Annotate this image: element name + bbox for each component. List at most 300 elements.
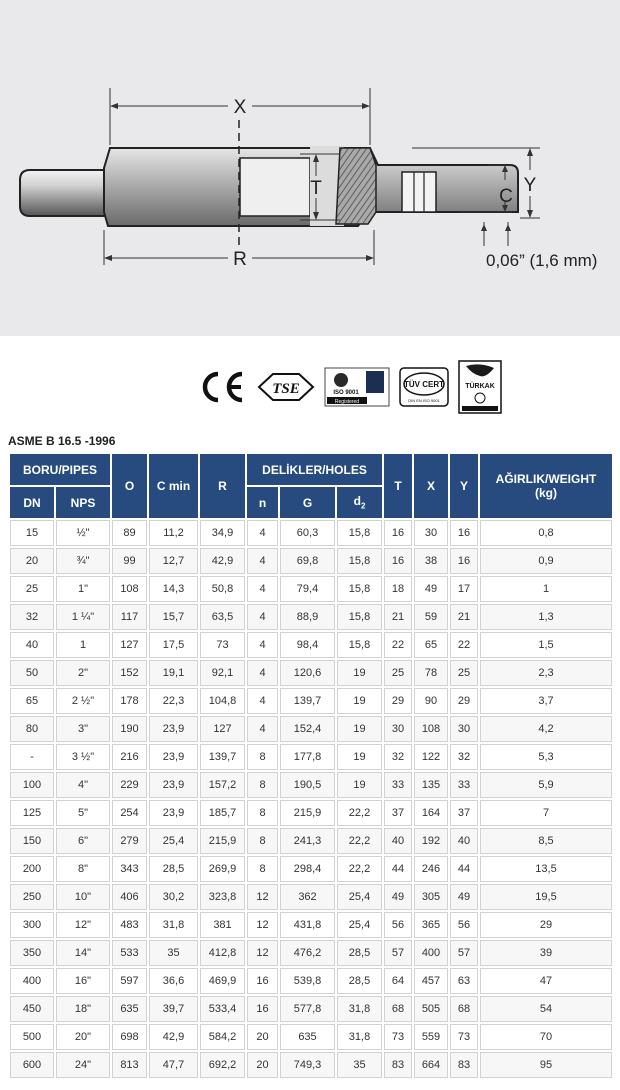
- cell-weight: 7: [480, 800, 612, 826]
- cell-dn: 150: [10, 828, 54, 854]
- cell-nps: 2": [56, 660, 110, 686]
- cell-r: 412,8: [200, 940, 245, 966]
- cell-d2: 19: [337, 772, 382, 798]
- cell-r: 269,9: [200, 856, 245, 882]
- label-y: Y: [523, 175, 537, 196]
- cell-d2: 22,2: [337, 856, 382, 882]
- cell-o: 343: [112, 856, 147, 882]
- cell-d2: 19: [337, 660, 382, 686]
- cell-x: 505: [414, 996, 448, 1022]
- cell-n: 4: [247, 576, 278, 602]
- cell-g: 88,9: [280, 604, 335, 630]
- header-r: R: [200, 454, 245, 518]
- cell-nps: 1 ¼": [56, 604, 110, 630]
- cell-dn: 80: [10, 716, 54, 742]
- cell-x: 108: [414, 716, 448, 742]
- cell-weight: 0,8: [480, 520, 612, 546]
- cell-nps: 8": [56, 856, 110, 882]
- cell-g: 476,2: [280, 940, 335, 966]
- cell-d2: 25,4: [337, 912, 382, 938]
- cell-n: 4: [247, 660, 278, 686]
- cell-dn: 350: [10, 940, 54, 966]
- cell-n: 8: [247, 856, 278, 882]
- cell-n: 20: [247, 1052, 278, 1078]
- tuv-logo: [399, 357, 449, 417]
- cell-weight: 47: [480, 968, 612, 994]
- cell-o: 406: [112, 884, 147, 910]
- cell-g: 79,4: [280, 576, 335, 602]
- cell-c-min: 28,5: [149, 856, 198, 882]
- cell-c-min: 31,8: [149, 912, 198, 938]
- header-d2-sub: 2: [360, 501, 366, 511]
- table-row: [10, 744, 612, 770]
- table-row: [10, 800, 612, 826]
- cell-nps: 16": [56, 968, 110, 994]
- cell-y: 83: [450, 1052, 478, 1078]
- cell-x: 192: [414, 828, 448, 854]
- cell-nps: 6": [56, 828, 110, 854]
- cell-x: 90: [414, 688, 448, 714]
- cell-r: 42,9: [200, 548, 245, 574]
- cell-o: 813: [112, 1052, 147, 1078]
- table-row: [10, 716, 612, 742]
- cell-weight: 1,3: [480, 604, 612, 630]
- cell-t: 57: [384, 940, 412, 966]
- cell-weight: 39: [480, 940, 612, 966]
- table-row: [10, 856, 612, 882]
- cell-d2: 19: [337, 688, 382, 714]
- cell-o: 178: [112, 688, 147, 714]
- cell-c-min: 23,9: [149, 716, 198, 742]
- cell-dn: 450: [10, 996, 54, 1022]
- cell-c-min: 30,2: [149, 884, 198, 910]
- cell-o: 127: [112, 632, 147, 658]
- cell-y: 68: [450, 996, 478, 1022]
- cell-d2: 15,8: [337, 632, 382, 658]
- table-row: [10, 576, 612, 602]
- cell-c-min: 11,2: [149, 520, 198, 546]
- header-d2-label: d: [353, 494, 361, 509]
- cell-c-min: 17,5: [149, 632, 198, 658]
- cell-c-min: 23,9: [149, 744, 198, 770]
- cell-n: 4: [247, 688, 278, 714]
- header-x: X: [414, 454, 448, 518]
- header-o: O: [112, 454, 147, 518]
- cell-t: 73: [384, 1024, 412, 1050]
- cell-weight: 13,5: [480, 856, 612, 882]
- cell-t: 33: [384, 772, 412, 798]
- table-row: [10, 604, 612, 630]
- cell-c-min: 36,6: [149, 968, 198, 994]
- cell-g: 362: [280, 884, 335, 910]
- cell-dn: 100: [10, 772, 54, 798]
- cell-n: 8: [247, 828, 278, 854]
- cell-dn: 250: [10, 884, 54, 910]
- cell-d2: 31,8: [337, 996, 382, 1022]
- cell-dn: -: [10, 744, 54, 770]
- tuv-sub: DIN EN ISO 9001: [408, 398, 440, 403]
- cell-o: 254: [112, 800, 147, 826]
- cell-n: 16: [247, 996, 278, 1022]
- header-t: T: [384, 454, 412, 518]
- header-holes: DELİKLER/HOLES: [247, 454, 382, 485]
- cell-o: 99: [112, 548, 147, 574]
- cell-g: 98,4: [280, 632, 335, 658]
- cell-dn: 500: [10, 1024, 54, 1050]
- standard-title: ASME B 16.5 -1996: [8, 434, 116, 448]
- cell-o: 152: [112, 660, 147, 686]
- cell-d2: 35: [337, 1052, 382, 1078]
- tuv-text: TÜV CERT: [404, 380, 444, 389]
- cell-t: 16: [384, 548, 412, 574]
- cell-o: 533: [112, 940, 147, 966]
- cell-n: 12: [247, 912, 278, 938]
- cell-y: 57: [450, 940, 478, 966]
- cell-r: 692,2: [200, 1052, 245, 1078]
- cell-y: 44: [450, 856, 478, 882]
- cell-r: 215,9: [200, 828, 245, 854]
- label-x: X: [233, 97, 247, 118]
- cell-weight: 4,2: [480, 716, 612, 742]
- cell-c-min: 23,9: [149, 772, 198, 798]
- cell-x: 38: [414, 548, 448, 574]
- cell-x: 365: [414, 912, 448, 938]
- cell-r: 104,8: [200, 688, 245, 714]
- cell-dn: 50: [10, 660, 54, 686]
- cell-dn: 400: [10, 968, 54, 994]
- cell-g: 152,4: [280, 716, 335, 742]
- cell-c-min: 23,9: [149, 800, 198, 826]
- cell-t: 32: [384, 744, 412, 770]
- cell-o: 190: [112, 716, 147, 742]
- cell-o: 698: [112, 1024, 147, 1050]
- cell-r: 73: [200, 632, 245, 658]
- turkak-text: TÜRKAK: [465, 383, 495, 390]
- cell-nps: 3 ½": [56, 744, 110, 770]
- cell-dn: 32: [10, 604, 54, 630]
- cell-o: 597: [112, 968, 147, 994]
- spec-table-body: [10, 520, 612, 1078]
- cell-y: 22: [450, 632, 478, 658]
- cell-d2: 22,2: [337, 828, 382, 854]
- cell-x: 246: [414, 856, 448, 882]
- table-row: [10, 772, 612, 798]
- cell-o: 89: [112, 520, 147, 546]
- cell-weight: 3,7: [480, 688, 612, 714]
- cell-y: 21: [450, 604, 478, 630]
- cell-y: 49: [450, 884, 478, 910]
- cell-x: 30: [414, 520, 448, 546]
- table-row: [10, 828, 612, 854]
- cell-nps: 5": [56, 800, 110, 826]
- cell-x: 457: [414, 968, 448, 994]
- cell-n: 12: [247, 884, 278, 910]
- cell-dn: 125: [10, 800, 54, 826]
- iso-sub: Registered: [334, 399, 360, 405]
- cell-r: 63,5: [200, 604, 245, 630]
- cell-x: 49: [414, 576, 448, 602]
- cell-y: 33: [450, 772, 478, 798]
- cell-n: 4: [247, 548, 278, 574]
- cell-y: 29: [450, 688, 478, 714]
- cell-weight: 5,9: [480, 772, 612, 798]
- cell-t: 22: [384, 632, 412, 658]
- cell-t: 44: [384, 856, 412, 882]
- table-row: [10, 884, 612, 910]
- cell-g: 539,8: [280, 968, 335, 994]
- cell-weight: 1: [480, 576, 612, 602]
- cell-weight: 1,5: [480, 632, 612, 658]
- flange-drawing: [0, 0, 620, 336]
- cell-d2: 15,8: [337, 520, 382, 546]
- cell-g: 635: [280, 1024, 335, 1050]
- cell-d2: 25,4: [337, 884, 382, 910]
- cell-g: 298,4: [280, 856, 335, 882]
- cell-n: 16: [247, 968, 278, 994]
- certification-logos: [195, 357, 505, 417]
- cell-r: 323,8: [200, 884, 245, 910]
- header-g: G: [280, 487, 335, 518]
- cell-c-min: 25,4: [149, 828, 198, 854]
- cell-g: 190,5: [280, 772, 335, 798]
- cell-x: 122: [414, 744, 448, 770]
- cell-nps: 10": [56, 884, 110, 910]
- cell-r: 139,7: [200, 744, 245, 770]
- cell-t: 49: [384, 884, 412, 910]
- cell-y: 40: [450, 828, 478, 854]
- table-row: [10, 912, 612, 938]
- cell-n: 4: [247, 716, 278, 742]
- cell-n: 4: [247, 520, 278, 546]
- cell-c-min: 12,7: [149, 548, 198, 574]
- cell-r: 92,1: [200, 660, 245, 686]
- cell-d2: 28,5: [337, 940, 382, 966]
- cell-t: 37: [384, 800, 412, 826]
- cell-o: 635: [112, 996, 147, 1022]
- cell-d2: 31,8: [337, 1024, 382, 1050]
- header-y: Y: [450, 454, 478, 518]
- cell-g: 177,8: [280, 744, 335, 770]
- cell-c-min: 22,3: [149, 688, 198, 714]
- table-row: [10, 996, 612, 1022]
- cell-nps: ½": [56, 520, 110, 546]
- cell-t: 21: [384, 604, 412, 630]
- table-row: [10, 940, 612, 966]
- cell-n: 8: [247, 772, 278, 798]
- cell-x: 305: [414, 884, 448, 910]
- cell-x: 135: [414, 772, 448, 798]
- iso-logo: [323, 357, 391, 417]
- cell-t: 25: [384, 660, 412, 686]
- cell-r: 34,9: [200, 520, 245, 546]
- cell-r: 127: [200, 716, 245, 742]
- table-row: [10, 1052, 612, 1078]
- cell-nps: 1": [56, 576, 110, 602]
- cell-x: 164: [414, 800, 448, 826]
- cell-c-min: 14,3: [149, 576, 198, 602]
- cell-r: 185,7: [200, 800, 245, 826]
- cell-t: 56: [384, 912, 412, 938]
- cell-n: 4: [247, 632, 278, 658]
- cell-r: 381: [200, 912, 245, 938]
- cell-d2: 15,8: [337, 604, 382, 630]
- cell-r: 584,2: [200, 1024, 245, 1050]
- cell-o: 279: [112, 828, 147, 854]
- cell-nps: 14": [56, 940, 110, 966]
- cell-g: 577,8: [280, 996, 335, 1022]
- cell-y: 63: [450, 968, 478, 994]
- cell-nps: 20": [56, 1024, 110, 1050]
- cell-o: 117: [112, 604, 147, 630]
- table-row: [10, 660, 612, 686]
- cell-weight: 19,5: [480, 884, 612, 910]
- cell-n: 12: [247, 940, 278, 966]
- cell-weight: 0,9: [480, 548, 612, 574]
- cell-dn: 65: [10, 688, 54, 714]
- flange-section-svg: [0, 0, 620, 336]
- cell-n: 8: [247, 744, 278, 770]
- table-row: [10, 632, 612, 658]
- cell-t: 16: [384, 520, 412, 546]
- cell-d2: 22,2: [337, 800, 382, 826]
- cell-nps: ¾": [56, 548, 110, 574]
- cell-o: 229: [112, 772, 147, 798]
- cell-y: 16: [450, 520, 478, 546]
- cell-c-min: 47,7: [149, 1052, 198, 1078]
- iso-text: ISO 9001: [333, 390, 359, 396]
- cell-n: 8: [247, 800, 278, 826]
- label-raised-face: 0,06” (1,6 mm): [486, 251, 598, 270]
- cell-weight: 5,3: [480, 744, 612, 770]
- cell-x: 59: [414, 604, 448, 630]
- header-pipes: BORU/PIPES: [10, 454, 110, 485]
- cell-t: 30: [384, 716, 412, 742]
- ce-logo: [195, 357, 250, 417]
- table-row: [10, 968, 612, 994]
- header-weight-label: AĞIRLIK/WEIGHT: [495, 472, 597, 486]
- cell-t: 18: [384, 576, 412, 602]
- cell-weight: 2,3: [480, 660, 612, 686]
- cell-dn: 20: [10, 548, 54, 574]
- cell-nps: 3": [56, 716, 110, 742]
- cell-nps: 12": [56, 912, 110, 938]
- cell-t: 40: [384, 828, 412, 854]
- tse-logo: [255, 357, 317, 417]
- cell-c-min: 15,7: [149, 604, 198, 630]
- cell-o: 483: [112, 912, 147, 938]
- flange-spec-table: [8, 452, 614, 1080]
- table-row: [10, 548, 612, 574]
- cell-nps: 1: [56, 632, 110, 658]
- cell-x: 400: [414, 940, 448, 966]
- turkak-logo: [457, 357, 503, 417]
- cell-dn: 40: [10, 632, 54, 658]
- header-c-min: C min: [149, 454, 198, 518]
- table-row: [10, 520, 612, 546]
- cell-dn: 25: [10, 576, 54, 602]
- cell-y: 30: [450, 716, 478, 742]
- cell-t: 64: [384, 968, 412, 994]
- cell-y: 32: [450, 744, 478, 770]
- cell-x: 78: [414, 660, 448, 686]
- cell-y: 37: [450, 800, 478, 826]
- cell-weight: 95: [480, 1052, 612, 1078]
- cell-n: 20: [247, 1024, 278, 1050]
- cell-n: 4: [247, 604, 278, 630]
- label-t: T: [310, 178, 322, 199]
- cell-c-min: 42,9: [149, 1024, 198, 1050]
- cell-g: 241,3: [280, 828, 335, 854]
- header-n: n: [247, 487, 278, 518]
- cell-nps: 2 ½": [56, 688, 110, 714]
- cell-dn: 15: [10, 520, 54, 546]
- cell-r: 533,4: [200, 996, 245, 1022]
- cell-t: 29: [384, 688, 412, 714]
- cell-d2: 19: [337, 716, 382, 742]
- cell-g: 120,6: [280, 660, 335, 686]
- table-row: [10, 1024, 612, 1050]
- label-r: R: [233, 249, 247, 270]
- cell-y: 73: [450, 1024, 478, 1050]
- cell-x: 559: [414, 1024, 448, 1050]
- tse-text: TSE: [272, 381, 300, 397]
- cell-y: 25: [450, 660, 478, 686]
- header-dn: DN: [10, 487, 54, 518]
- cell-g: 60,3: [280, 520, 335, 546]
- cell-weight: 70: [480, 1024, 612, 1050]
- cell-g: 749,3: [280, 1052, 335, 1078]
- cell-x: 65: [414, 632, 448, 658]
- cell-o: 216: [112, 744, 147, 770]
- cell-d2: 28,5: [337, 968, 382, 994]
- cell-o: 108: [112, 576, 147, 602]
- label-c: C: [499, 186, 513, 207]
- cell-d2: 19: [337, 744, 382, 770]
- cell-nps: 18": [56, 996, 110, 1022]
- cell-dn: 600: [10, 1052, 54, 1078]
- cell-c-min: 19,1: [149, 660, 198, 686]
- cell-weight: 29: [480, 912, 612, 938]
- cell-weight: 54: [480, 996, 612, 1022]
- cell-dn: 200: [10, 856, 54, 882]
- cell-y: 16: [450, 548, 478, 574]
- cell-y: 17: [450, 576, 478, 602]
- cell-t: 83: [384, 1052, 412, 1078]
- cell-c-min: 39,7: [149, 996, 198, 1022]
- header-weight-unit: (kg): [535, 486, 557, 500]
- cell-g: 215,9: [280, 800, 335, 826]
- table-row: [10, 688, 612, 714]
- cell-d2: 15,8: [337, 548, 382, 574]
- cell-r: 469,9: [200, 968, 245, 994]
- cell-c-min: 35: [149, 940, 198, 966]
- cell-t: 68: [384, 996, 412, 1022]
- cell-y: 56: [450, 912, 478, 938]
- cell-r: 50,8: [200, 576, 245, 602]
- cell-r: 157,2: [200, 772, 245, 798]
- cell-g: 139,7: [280, 688, 335, 714]
- header-nps: NPS: [56, 487, 110, 518]
- cell-dn: 300: [10, 912, 54, 938]
- cell-x: 664: [414, 1052, 448, 1078]
- cell-d2: 15,8: [337, 576, 382, 602]
- cell-g: 431,8: [280, 912, 335, 938]
- cell-g: 69,8: [280, 548, 335, 574]
- cell-nps: 4": [56, 772, 110, 798]
- cell-nps: 24": [56, 1052, 110, 1078]
- header-weight: [480, 454, 612, 518]
- cell-weight: 8,5: [480, 828, 612, 854]
